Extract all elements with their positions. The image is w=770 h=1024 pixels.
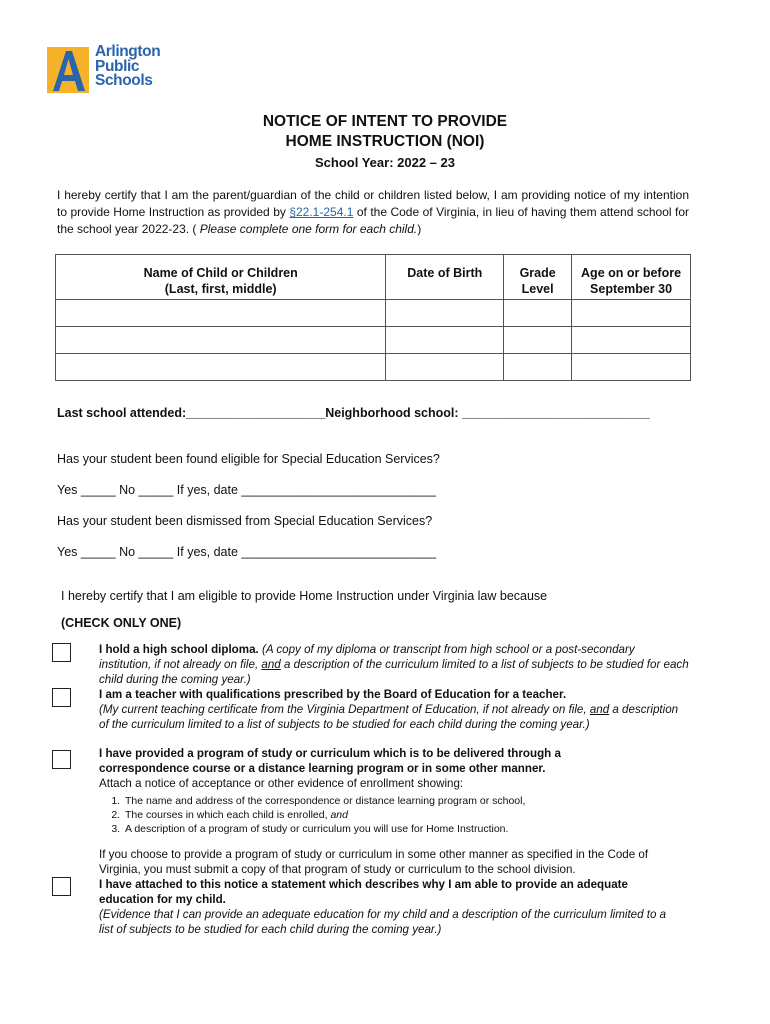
option-diploma-detail-a: (A copy of my diploma or transcript from high school or a post-secondary institution, if not already on file, (99, 643, 635, 671)
last-school-neighborhood-school-field[interactable]: Last school attended:____________________Neighborhood school: ___________________________ (57, 406, 650, 420)
code-of-virginia-link[interactable]: §22.1-254.1 (289, 205, 354, 219)
option-statement-detail: (Evidence that I can provide an adequate education for my child and a description of the curriculum limited to a list of subjects to be studied for each child during the coming year.) (99, 908, 667, 936)
children-table (55, 254, 691, 381)
intro-text-part4: ) (417, 222, 422, 236)
list-item-and: and (330, 809, 348, 821)
logo-line-arlington: Arlington (95, 43, 161, 60)
option-teacher-detail-a: (My current teaching certificate from the Virginia Department of Education, if not already on file, (99, 703, 590, 716)
child3-dob-cell[interactable] (386, 354, 504, 381)
list-item: 3. A description of a program of study or curriculum you will use for Home Instruction. (123, 822, 713, 836)
child3-name-cell[interactable] (56, 354, 386, 381)
child3-age-cell[interactable] (572, 354, 691, 381)
option-teacher-and: and (589, 703, 610, 716)
header-age-line2: September 30 (590, 282, 673, 296)
special-ed-dismissed-question: Has your student been dismissed from Special Education Services? (57, 514, 433, 528)
option-diploma-text (99, 642, 689, 687)
child2-grade-cell[interactable] (504, 327, 572, 354)
logo-line-public: Public (95, 57, 140, 75)
document-title-line2: HOME INSTRUCTION (NOI) (285, 133, 485, 150)
header-grade-line1: Grade (519, 266, 556, 280)
option-program-checkbox[interactable] (52, 750, 71, 769)
check-only-one-label: (CHECK ONLY ONE) (61, 616, 182, 630)
option-diploma-and: and (261, 658, 281, 671)
intro-text-part2: of the Code of Virginia, in lieu of having them attend school for the school year 2022-23. ( (57, 205, 689, 236)
option-diploma-detail-b: a description of the curriculum limited to a list of subjects to be studied for each child during the coming year.) (99, 658, 689, 686)
special-ed-eligible-answer[interactable]: Yes _____ No _____ If yes, date ____________________________ (57, 483, 437, 497)
option-statement-checkbox[interactable] (52, 877, 71, 896)
option-teacher-detail-b: a description of the curriculum limited to a list of subjects to be studied for each child during the coming year.) (99, 703, 679, 731)
child1-grade-cell[interactable] (504, 300, 572, 327)
option-teacher-title: I am a teacher with qualifications prescribed by the Board of Education for a teacher. (99, 688, 567, 701)
header-name-line1: Name of Child or Children (143, 266, 298, 280)
header-age-line1: Age on or before (581, 266, 682, 280)
intro-paragraph (57, 187, 689, 238)
intro-text-part1: I hereby certify that I am the parent/guardian of the child or children listed below, I am providing notice of my intention to provide Home Instruction as provided by (57, 188, 689, 219)
option-statement-title: I have attached to this notice a statement which describes why I am able to provide an adequate education for my child. (99, 878, 628, 906)
option-statement-text (99, 847, 671, 937)
child1-age-cell[interactable] (572, 300, 691, 327)
option-program-text (99, 746, 569, 836)
option-program-title: I have provided a program of study or curriculum which is to be delivered through a correspondence course or a distance learning program or in some other manner. (99, 747, 561, 775)
child2-age-cell[interactable] (572, 327, 691, 354)
option-teacher-text (99, 687, 689, 732)
intro-instruction: Please complete one form for each child. (199, 222, 418, 236)
list-item: 1. The name and address of the correspondence or distance learning program or school, (123, 794, 713, 808)
option-teacher-checkbox[interactable] (52, 688, 71, 707)
arlington-public-schools-logo (47, 45, 177, 93)
child2-name-cell[interactable] (56, 327, 386, 354)
table-row (56, 354, 691, 381)
document-title-line1: NOTICE OF INTENT TO PROVIDE (262, 113, 508, 130)
letter-a-logo-icon (47, 47, 89, 93)
table-row (56, 300, 691, 327)
option-diploma-checkbox[interactable] (52, 643, 71, 662)
header-name (56, 255, 386, 300)
option-statement-intro: If you choose to provide a program of study or curriculum in some other manner as specified in the Code of Virginia, you must submit a copy of that program of study or curriculum to the school division. (99, 848, 649, 876)
logo-line-schools: Schools (95, 72, 153, 89)
header-dob (386, 255, 504, 300)
list-item (123, 808, 713, 822)
child1-dob-cell[interactable] (386, 300, 504, 327)
special-ed-eligible-question: Has your student been found eligible for Special Education Services? (57, 452, 440, 466)
eligibility-certification: I hereby certify that I am eligible to provide Home Instruction under Virginia law because (61, 589, 548, 603)
child3-grade-cell[interactable] (504, 354, 572, 381)
header-dob-line1: Date of Birth (407, 266, 483, 280)
table-row (56, 327, 691, 354)
school-year: School Year: 2022 – 23 (315, 155, 455, 170)
header-name-line2: (Last, first, middle) (164, 282, 277, 296)
special-ed-dismissed-answer[interactable]: Yes _____ No _____ If yes, date ____________________________ (57, 545, 437, 559)
child1-name-cell[interactable] (56, 300, 386, 327)
logo-wordmark (95, 45, 160, 89)
option-program-list (99, 794, 713, 836)
option-program-detail: Attach a notice of acceptance or other evidence of enrollment showing: (99, 777, 464, 790)
list-item-text: The courses in which each child is enrolled, (125, 809, 331, 821)
header-age (572, 255, 691, 300)
table-header-row (56, 255, 691, 300)
header-grade (504, 255, 572, 300)
option-diploma-title: I hold a high school diploma. (99, 643, 259, 656)
child2-dob-cell[interactable] (386, 327, 504, 354)
header-grade-line2: Level (521, 282, 554, 296)
